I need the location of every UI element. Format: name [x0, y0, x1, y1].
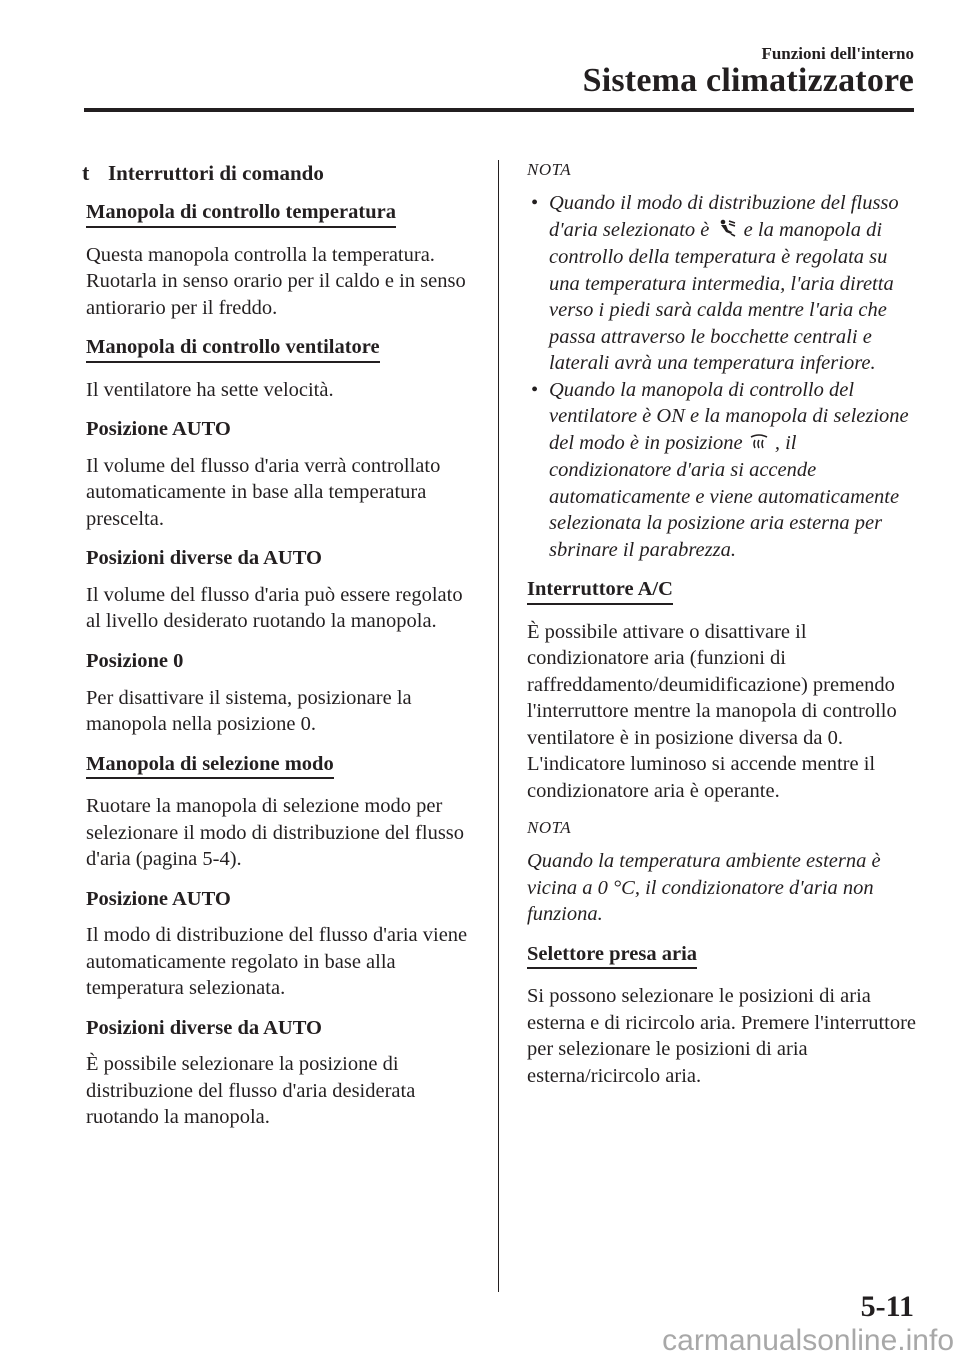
mode-other-text: È possibile selezionare la posizione di distribuzione del flusso d'aria desiderata ruotando la manopola.: [86, 1053, 416, 1129]
fan-other-title: Posizioni diverse da AUTO: [86, 547, 322, 570]
note-item: [527, 190, 919, 377]
page-title: Sistema climatizzatore: [582, 62, 914, 99]
note-text: Quando la temperatura ambiente esterna è vicina a 0 °C, il condizionatore d'aria non funziona.: [527, 850, 881, 926]
watermark: carmanualsonline.info: [662, 1324, 954, 1357]
note-item-text-a: Quando la manopola di controllo del ventilatore è ON e la manopola di selezione del modo è in posizione: [549, 378, 909, 454]
note-list: [527, 190, 919, 563]
section-heading: [82, 160, 478, 186]
bullet: •: [531, 192, 539, 214]
right-column: [527, 160, 919, 1103]
ac-switch-text: È possibile attivare o disattivare il condizionatore aria (funzioni di raffreddamento/deumidificazione) premendo l'interruttore mentre la manopola di controllo ventilatore è in posizione diversa da 0.: [527, 620, 897, 749]
mode-knob-title: Manopola di selezione modo: [86, 752, 334, 780]
section-marker: t: [82, 160, 90, 185]
air-intake-text: Si possono selezionare le posizioni di aria esterna e di ricircolo aria. Premere l'interruttore per selezionare le posizioni di aria esterna/ricircolo aria.: [527, 985, 917, 1087]
header-rule: [84, 108, 914, 112]
fan-zero-title: Posizione 0: [86, 649, 184, 672]
defrost-mode-icon: [750, 431, 768, 458]
left-column: [82, 160, 478, 1145]
note-label: NOTA: [527, 818, 572, 838]
face-feet-mode-icon: [717, 218, 737, 245]
fan-knob-text: Il ventilatore ha sette velocità.: [86, 378, 334, 401]
note-item-text-a: Quando il modo di distribuzione del flusso d'aria selezionato è: [549, 192, 899, 241]
fan-zero-text: Per disattivare il sistema, posizionare la manopola nella posizione 0.: [86, 686, 412, 736]
fan-knob-title: Manopola di controllo ventilatore: [86, 335, 380, 363]
ac-indicator-text: L'indicatore luminoso si accende mentre il condizionatore aria è operante.: [527, 753, 876, 802]
temp-knob-text: Questa manopola controlla la temperatura. Ruotarla in senso orario per il caldo e in senso antiorario per il freddo.: [86, 243, 466, 319]
note-item: [527, 377, 919, 564]
mode-auto-title: Posizione AUTO: [86, 887, 231, 910]
mode-other-title: Posizioni diverse da AUTO: [86, 1016, 322, 1039]
temp-knob-title: Manopola di controllo temperatura: [86, 200, 396, 228]
bullet: •: [531, 378, 539, 401]
fan-other-text: Il volume del flusso d'aria può essere regolato al livello desiderato ruotando la manopola.: [86, 583, 463, 633]
section-heading-text: Interruttori di comando: [108, 160, 324, 185]
header-section-label: Funzioni dell'interno: [761, 44, 914, 63]
fan-auto-text: Il volume del flusso d'aria verrà controllato automaticamente in base alla temperatura prescelta.: [86, 454, 441, 530]
mode-knob-text: Ruotare la manopola di selezione modo per selezionare il modo di distribuzione del flusso d'aria (pagina 5-4).: [86, 795, 465, 871]
note-item-text-b: e la manopola di controllo della temperatura è regolata su una temperatura intermedia, l'aria diretta verso i piedi sarà calda mentre l'aria che passa attraverso le bocchette centrali e laterali avrà una temperatura inferiore.: [549, 218, 894, 375]
air-intake-title: Selettore presa aria: [527, 942, 697, 970]
fan-auto-title: Posizione AUTO: [86, 418, 231, 441]
note-label: NOTA: [527, 160, 572, 179]
mode-auto-text: Il modo di distribuzione del flusso d'aria viene automaticamente regolato in base alla temperatura selezionata.: [86, 924, 468, 1000]
ac-switch-title: Interruttore A/C: [527, 577, 673, 605]
note-item-text-b: , il condizionatore d'aria si accende automaticamente e viene automaticamente selezionata la posizione aria esterna per sbrinare il parabrezza.: [549, 431, 900, 561]
column-divider: [498, 160, 499, 1292]
page-number: 5-11: [860, 1290, 914, 1323]
